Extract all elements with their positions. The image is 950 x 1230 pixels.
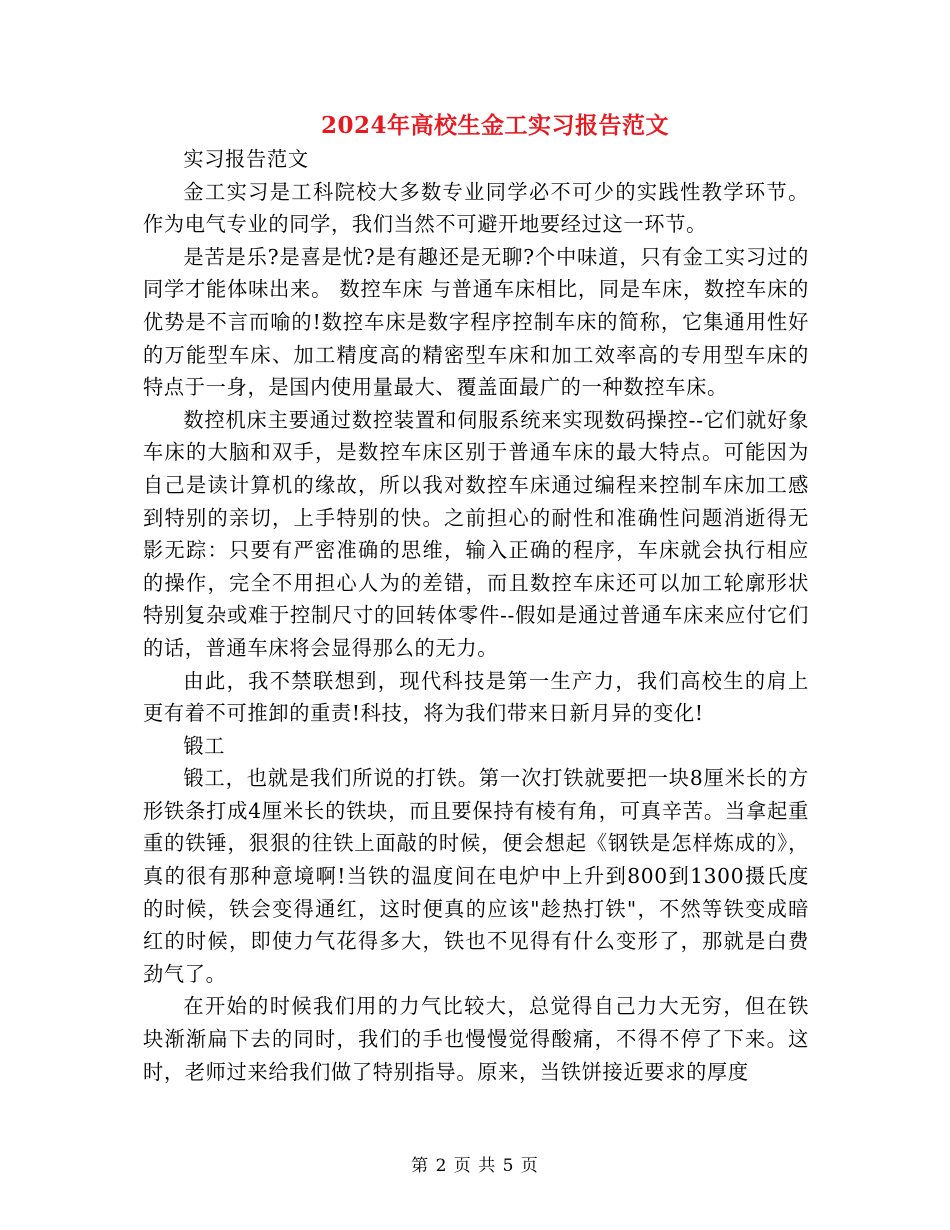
page-number: 第 2 页 共 5 页 [411,1156,539,1176]
paragraph-forging-continued: 在开始的时候我们用的力气比较大，总觉得自己力大无穷，但在铁块渐渐扁下去的同时，我们的手也慢慢觉得酸痛，不得不停了下来。这时，老师过来给我们做了特别指导。原来，当铁饼接近要求的厚度 [143,994,809,1084]
paragraph-intro: 金工实习是工科院校大多数专业同学必不可少的实践性教学环节。作为电气专业的同学，我们当然不可避开地要经过这一环节。 [143,179,809,237]
paragraph-cnc-lathe: 是苦是乐?是喜是忧?是有趣还是无聊?个中味道，只有金工实习过的同学才能体味出来。 数控车床 与普通车床相比，同是车床，数控车床的优势是不言而喻的!数控车床是数字程序控制车床的简称，它集通用性好的万能型车床、加工精度高的精密型车床和加工效率高的专用型车床的特点于一身，是国内使用量最大、覆盖面最广的一种数控车床。 [143,244,809,400]
paragraph-forging: 锻工，也就是我们所说的打铁。第一次打铁就要把一块8厘米长的方形铁条打成4厘米长的铁块，而且要保持有棱有角，可真辛苦。当拿起重重的铁锤，狠狠的往铁上面敲的时候，便会想起《钢铁是怎样炼成的》，真的很有那种意境啊!当铁的温度间在电炉中上升到800到1300摄氏度的时候，铁会变得通红，这时便真的应该"趁热打铁"，不然等铁变成暗红的时候，即使力气花得多大，铁也不见得有什么变形了，那就是白费劲气了。 [143,766,809,986]
document-body [143,143,809,1088]
section-heading-forging: 锻工 [183,733,226,758]
paragraph-cnc-control: 数控机床主要通过数控装置和伺服系统来实现数码操控--它们就好象车床的大脑和双手，是数控车床区别于普通车床的最大特点。可能因为自己是读计算机的缘故，所以我对数控车床通过编程来控制车床加工感到特别的亲切，上手特别的快。之前担心的耐性和准确性问题消逝得无影无踪：只要有严密准确的思维，输入正确的程序，车床就会执行相应的操作，完全不用担心人为的差错，而且数控车床还可以加工轮廓形状特别复杂或难于控制尺寸的回转体零件--假如是通过普通车床来应付它们的话，普通车床将会显得那么的无力。 [143,407,809,660]
paragraph-subtitle: 实习报告范文 [183,147,309,171]
document-title: 2024年高校生金工实习报告范文 [320,112,669,139]
paragraph-reflection: 由此，我不禁联想到，现代科技是第一生产力，我们高校生的肩上更有着不可推卸的重责!科技，将为我们带来日新月异的变化! [143,668,809,726]
